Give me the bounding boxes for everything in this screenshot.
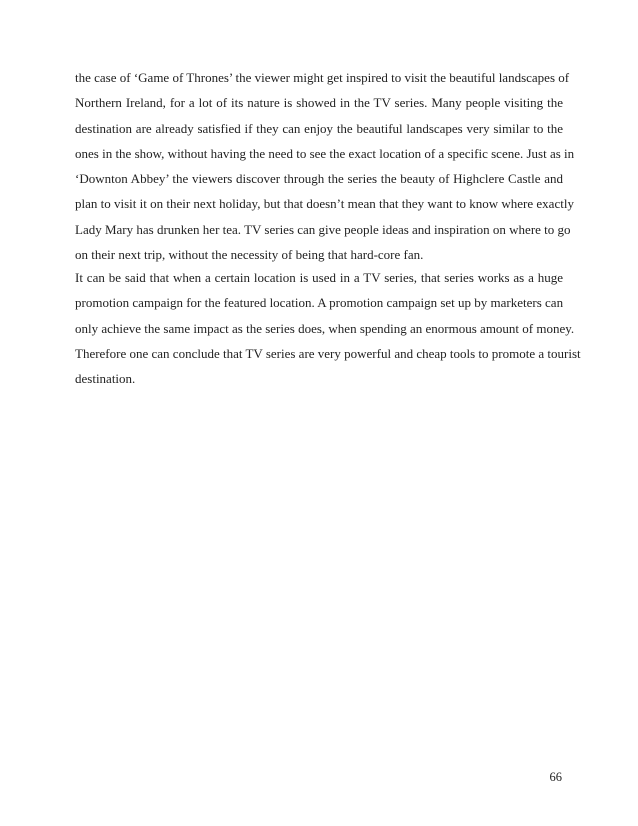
paragraph-line: destination. bbox=[75, 371, 136, 387]
paragraph-line: destination are already satisfied if they can enjoy the beautiful landscapes very similar to the bbox=[75, 120, 563, 136]
paragraph-2 bbox=[75, 265, 581, 391]
paragraph-line: on their next trip, without the necessity of being that hard-core fan. bbox=[75, 247, 424, 263]
paragraph-line: Northern Ireland, for a lot of its nature is showed in the TV series. Many people visiting the bbox=[75, 95, 563, 111]
paragraph-line: ones in the show, without having the need to see the exact location of a specific scene. Just as in bbox=[75, 145, 575, 161]
paragraph-line: the case of ‘Game of Thrones’ the viewer might get inspired to visit the beautiful landscapes of bbox=[75, 70, 570, 85]
paragraph-line: promotion campaign for the featured location. A promotion campaign set up by marketers can bbox=[75, 295, 564, 311]
paragraph-line: Lady Mary has drunken her tea. TV series can give people ideas and inspiration on where to go bbox=[75, 221, 571, 237]
paragraph-line: It can be said that when a certain location is used in a TV series, that series works as a huge bbox=[75, 270, 563, 285]
page-number: 66 bbox=[549, 770, 562, 784]
paragraph-line: only achieve the same impact as the series does, when spending an enormous amount of money. bbox=[75, 320, 575, 336]
paragraph-line: plan to visit it on their next holiday, but that doesn’t mean that they want to know where exactly bbox=[75, 196, 574, 212]
paragraph-line: ‘Downton Abbey’ the viewers discover through the series the beauty of Highclere Castle and bbox=[75, 171, 563, 187]
paragraph-line: Therefore one can conclude that TV series are very powerful and cheap tools to promote a tourist bbox=[75, 345, 581, 361]
paragraph-1 bbox=[75, 65, 575, 267]
